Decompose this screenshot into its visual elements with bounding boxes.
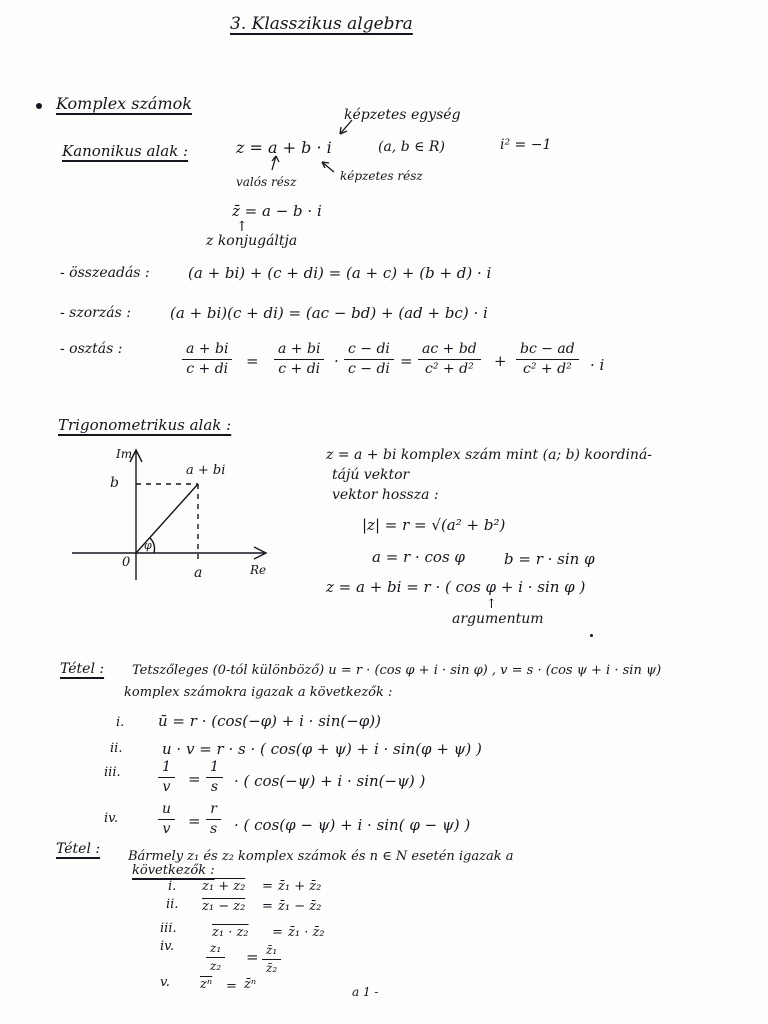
fraction-denominator: c − di <box>348 361 390 378</box>
fraction-denominator: c² + d² <box>425 361 474 378</box>
fraction-denominator: c² + d² <box>523 361 572 378</box>
fraction-numerator: c − di <box>344 342 394 360</box>
division-label: - osztás : <box>60 341 123 357</box>
equals-sign: = <box>188 812 201 830</box>
theorem-1-item-3-rest: · ( cos(−ψ) + i · sin(−ψ) ) <box>234 772 426 790</box>
imag-unit-label: képzetes egység <box>344 107 461 123</box>
addition-formula: (a + bi) + (c + di) = (a + c) + (b + d) · i <box>188 264 492 282</box>
fraction-numerator: u <box>158 802 175 820</box>
theorem-2-label: Tétel : <box>56 841 101 857</box>
origin-label: 0 <box>122 555 131 570</box>
fraction-denominator: v <box>162 821 171 838</box>
theorem-2-item-5-lhs: $\overline{z^n}$ <box>200 977 213 992</box>
fraction-denominator: s <box>210 779 219 796</box>
theorem-1-item-number: i. <box>116 715 125 730</box>
theorem-1-line-1: Tetszőleges (0-tól különböző) u = r · (cos φ + i · sin φ) , v = s · (cos ψ + i · sin ψ) <box>132 663 662 678</box>
canonical-formula: z = a + b · i <box>236 138 332 157</box>
axis-label-re: Re <box>250 563 267 577</box>
equals-sign: = <box>262 879 273 894</box>
theorem-2-item-number: v. <box>160 975 170 990</box>
theorem-2-item-5-rhs: z̄ⁿ <box>244 977 257 992</box>
fraction-denominator: c + di <box>186 361 229 378</box>
fraction-numerator: z₁ <box>206 942 225 958</box>
equals-sign: = <box>188 770 201 788</box>
conjugate-arrow: ↑ <box>236 219 248 235</box>
fraction-denominator: z₂ <box>210 959 222 974</box>
equals-sign: = <box>400 352 413 370</box>
theorem-1-item-3-lhs <box>158 760 175 796</box>
fraction-numerator: bc − ad <box>516 342 579 360</box>
theorem-1-item-number: iv. <box>104 811 119 826</box>
modulus-formula: |z| = r = √(a² + b²) <box>362 516 506 534</box>
theorem-1-item-4-lhs <box>158 802 175 838</box>
angle-label: φ <box>144 539 152 552</box>
equals-sign: = <box>272 925 283 940</box>
addition-label: - összeadás : <box>60 265 150 281</box>
vector-desc-line-1: z = a + bi komplex szám mint (a; b) koordiná- <box>326 447 653 463</box>
imag-unit-tail: · i <box>590 356 605 374</box>
section-heading-complex: Komplex számok <box>56 94 192 113</box>
fraction-numerator: z̄₁ <box>262 944 281 960</box>
multiply-sign: · <box>334 352 339 370</box>
theorem-1-item-3-rhs-fraction <box>206 760 223 796</box>
real-part-label: valós rész <box>236 175 297 189</box>
fraction-numerator: a + bi <box>274 342 324 360</box>
theorem-2-item-3-lhs: z₁ · z₂ <box>212 925 249 940</box>
theorem-2-item-3-rhs: z̄₁ · z̄₂ <box>288 925 325 940</box>
theorem-1-item-number: iii. <box>104 765 121 780</box>
theorem-2-item-number: iii. <box>160 921 177 936</box>
fraction-numerator: 1 <box>206 760 223 778</box>
theorem-2-item-4-rhs <box>262 944 281 975</box>
theorem-1-item-4-rhs-fraction <box>206 802 221 838</box>
axis-value-a: a <box>194 565 203 581</box>
conjugate-label: z konjugáltja <box>206 233 298 249</box>
page-footer-mark: a 1 - <box>352 985 379 999</box>
imag-part-label: képzetes rész <box>340 169 423 183</box>
fraction-denominator: z̄₂ <box>266 961 278 976</box>
theorem-1-item-number: ii. <box>110 741 123 756</box>
conjugate-formula: z̄ = a − b · i <box>232 202 322 220</box>
i-squared: i² = −1 <box>500 137 552 153</box>
theorem-2-item-number: ii. <box>166 897 179 912</box>
theorem-1-label: Tétel : <box>60 661 105 677</box>
plus-sign: + <box>494 352 507 370</box>
page-title: 3. Klasszikus algebra <box>230 14 413 34</box>
fraction-numerator: r <box>206 802 221 820</box>
multiplication-formula: (a + bi)(c + di) = (ac − bd) + (ad + bc) · i <box>170 304 488 322</box>
theorem-2-item-2-lhs: z₁ − z₂ <box>202 899 246 914</box>
equals-sign: = <box>226 979 237 994</box>
vector-desc-line-3: vektor hossza : <box>332 487 439 503</box>
multiplication-label: - szorzás : <box>60 305 131 321</box>
theorem-2-item-4-lhs <box>206 942 225 973</box>
theorem-2-line-1: Bármely z₁ és z₂ komplex számok és n ∈ N esetén igazak a <box>128 849 514 864</box>
axis-label-im: Im <box>116 447 133 461</box>
theorem-2-item-1-rhs: z̄₁ + z̄₂ <box>278 879 322 894</box>
theorem-1-line-2: komplex számokra igazak a következők : <box>124 685 393 700</box>
theorem-2-line-2: következők : <box>132 863 215 878</box>
fraction-denominator: c + di <box>278 361 321 378</box>
imag-part-formula: b = r · sin φ <box>504 550 595 568</box>
theorem-2-item-1-lhs: z₁ + z₂ <box>202 879 246 894</box>
equals-sign: = <box>246 352 259 370</box>
vector-desc-line-2: tájú vektor <box>332 467 410 483</box>
canonical-form-label: Kanonikus alak : <box>62 142 189 160</box>
argument-arrow: ↑ <box>486 597 497 612</box>
theorem-2-item-number: i. <box>168 879 177 894</box>
fraction-numerator: a + bi <box>182 342 232 360</box>
theorem-2-item-2-rhs: z̄₁ − z̄₂ <box>278 899 322 914</box>
ink-dot <box>590 634 593 637</box>
theorem-1-item-1: ū = r · (cos(−φ) + i · sin(−φ)) <box>158 712 381 730</box>
fraction-numerator: ac + bd <box>418 342 481 360</box>
section-heading-trig: Trigonometrikus alak : <box>58 416 232 434</box>
theorem-1-item-2: u · v = r · s · ( cos(φ + ψ) + i · sin(φ + ψ) ) <box>162 740 482 758</box>
equals-sign: = <box>246 948 259 966</box>
fraction-denominator: v <box>162 779 171 796</box>
trig-form-formula: z = a + bi = r · ( cos φ + i · sin φ ) <box>326 578 586 596</box>
theorem-1-item-4-rest: · ( cos(φ − ψ) + i · sin( φ − ψ) ) <box>234 816 471 834</box>
fraction-numerator: 1 <box>158 760 175 778</box>
theorem-2-item-number: iv. <box>160 939 175 954</box>
point-label: a + bi <box>186 463 226 478</box>
fraction-denominator: s <box>210 821 218 838</box>
domain-note: (a, b ∈ R) <box>378 139 445 155</box>
argument-label: argumentum <box>452 611 544 627</box>
axis-value-b: b <box>110 475 119 491</box>
equals-sign: = <box>262 899 273 914</box>
real-part-formula: a = r · cos φ <box>372 548 465 566</box>
